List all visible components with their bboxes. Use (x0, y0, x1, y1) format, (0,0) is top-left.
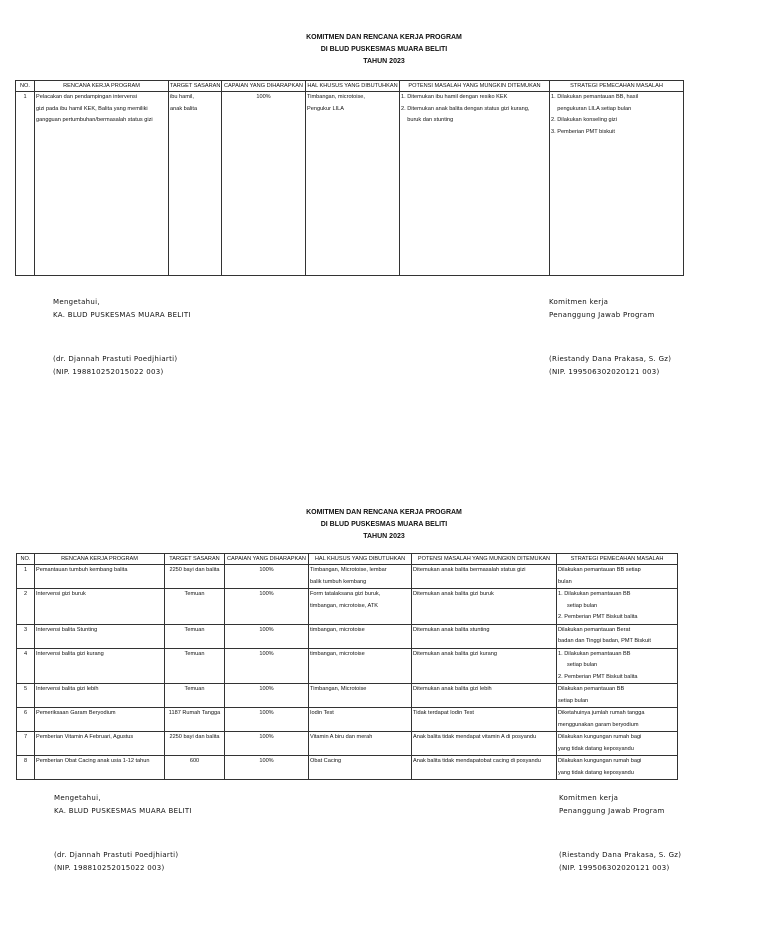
cell-potensi: Ditemukan anak balita gizi kurang (412, 648, 557, 684)
table-row (17, 648, 678, 684)
col-header-capaian: CAPAIAN YANG DIHARAPKAN (222, 81, 306, 92)
doc1-header-row (16, 81, 684, 92)
cell-line: 2. Ditemukan anak balita dengan status gizi kurang, (401, 105, 530, 112)
cell-line: Diketahuinya jumlah rumah tangga (558, 710, 645, 716)
cell-line: 1. Dilakukan pemantauan BB, hasil (551, 94, 639, 100)
col-header-target: TARGET SASARAN (169, 81, 222, 92)
sign-mengetahui: Mengetahui, (53, 298, 100, 306)
table-row (17, 732, 678, 756)
cell-program: Intervensi balita gizi lebih (35, 684, 165, 708)
cell-line: Obat Cacing (310, 758, 342, 764)
table-row (17, 684, 678, 708)
cell-strategi (550, 92, 684, 276)
cell-line: Form tatalaksana gizi buruk, (310, 591, 381, 597)
doc1-title-line3: TAHUN 2023 (363, 58, 405, 65)
cell-line: 2. Pemberian PMT Biskuit balita (558, 614, 638, 620)
cell-no: 7 (17, 732, 35, 756)
cell-program (35, 92, 169, 276)
sign-right-name: (Riestandy Dana Prakasa, S. Gz) (549, 355, 672, 363)
cell-capaian: 100% (225, 589, 309, 625)
cell-line: ibu hamil, (170, 94, 194, 100)
cell-program: Pemantauan tumbuh kembang balita (35, 565, 165, 589)
sign-ka-blud: KA. BLUD PUSKESMAS MUARA BELITI (53, 310, 191, 319)
col-header-hal: HAL KHUSUS YANG DIBUTUHKAN (309, 554, 412, 565)
col-header-hal: HAL KHUSUS YANG DIBUTUHKAN (306, 81, 400, 92)
sign-komitmen: Komitmen kerja (549, 298, 609, 306)
table-row (17, 565, 678, 589)
cell-target: Temuan (165, 684, 225, 708)
cell-hal (306, 92, 400, 276)
cell-strategi (557, 684, 678, 708)
cell-hal (309, 708, 412, 732)
col-header-strategi: STRATEGI PEMECAHAN MASALAH (550, 81, 684, 92)
cell-potensi: Anak balita tidak mendapat vitamin A di posyandu (412, 732, 557, 756)
cell-line: Dilakukan pemantauan BB setiap (558, 567, 641, 573)
doc1-title-line2: DI BLUD PUSKESMAS MUARA BELITI (320, 46, 448, 53)
cell-program: Pemberian Obat Cacing anak usia 1-12 tahun (35, 756, 165, 780)
doc1-title-line1: KOMITMEN DAN RENCANA KERJA PROGRAM (306, 34, 462, 41)
cell-line: setiap bulan (558, 697, 589, 704)
cell-line: timbangan, microtoise (310, 650, 365, 657)
doc2-title-line2: DI BLUD PUSKESMAS MUARA BELITI (320, 521, 448, 528)
cell-line: 1. Dilakukan pemantauan BB (558, 591, 631, 597)
col-header-capaian: CAPAIAN YANG DIHARAPKAN (225, 554, 309, 565)
doc2-table (16, 553, 678, 780)
cell-no: 4 (17, 648, 35, 684)
cell-line: timbangan, microtoise (310, 626, 365, 633)
cell-line: buruk dan stunting (401, 117, 454, 123)
cell-capaian: 100% (225, 732, 309, 756)
doc2-title-line1: KOMITMEN DAN RENCANA KERJA PROGRAM (306, 509, 462, 516)
cell-line: Dilakukan pemantauan Berat (558, 626, 631, 633)
cell-target: Temuan (165, 589, 225, 625)
cell-no: 1 (16, 92, 35, 276)
cell-potensi: Ditemukan anak balita stunting (412, 624, 557, 648)
cell-line: gangguan pertumbuhan/bermasalah status gizi (36, 117, 153, 123)
cell-potensi: Tidak terdapat Iodin Test (412, 708, 557, 732)
cell-no: 2 (17, 589, 35, 625)
cell-line: 1. Ditemukan ibu hamil dengan resiko KEK (401, 94, 508, 100)
col-header-strategi: STRATEGI PEMECAHAN MASALAH (557, 554, 678, 565)
cell-target: Temuan (165, 624, 225, 648)
col-header-potensi: POTENSI MASALAH YANG MUNGKIN DITEMUKAN (412, 554, 557, 565)
cell-capaian: 100% (225, 708, 309, 732)
sign-left-nip: (NIP. 198810252015022 003) (54, 863, 165, 872)
cell-line: setiap bulan (567, 662, 598, 668)
sign-penanggung-jawab: Penanggung Jawab Program (559, 806, 665, 815)
cell-program: Pemberian Vitamin A Februari, Agustus (35, 732, 165, 756)
col-header-program: RENCANA KERJA PROGRAM (35, 81, 169, 92)
cell-potensi: Ditemukan anak balita gizi lebih (412, 684, 557, 708)
cell-line: menggunakan garam beryodium (558, 721, 639, 728)
cell-line: Vitamin A biru dan merah (310, 734, 373, 740)
cell-potensi: Anak balita tidak mendapatobat cacing di posyandu (412, 756, 557, 780)
cell-hal (309, 648, 412, 684)
cell-potensi: Ditemukan anak balita bermasalah status gizi (412, 565, 557, 589)
cell-line: timbangan, microtoise, ATK (310, 602, 378, 609)
cell-no: 6 (17, 708, 35, 732)
cell-hal (309, 624, 412, 648)
sign-right-nip: (NIP. 199506302020121 003) (559, 863, 670, 872)
cell-capaian: 100% (225, 624, 309, 648)
cell-potensi (400, 92, 550, 276)
cell-capaian: 100% (225, 565, 309, 589)
doc1-sign-left-name (53, 353, 177, 378)
cell-strategi (557, 732, 678, 756)
sign-right-nip: (NIP. 199506302020121 003) (549, 367, 660, 376)
cell-strategi (557, 648, 678, 684)
cell-no: 8 (17, 756, 35, 780)
col-header-potensi: POTENSI MASALAH YANG MUNGKIN DITEMUKAN (400, 81, 550, 92)
cell-capaian: 100% (222, 92, 306, 276)
sign-ka-blud: KA. BLUD PUSKESMAS MUARA BELITI (54, 806, 192, 815)
doc1-sign-left (53, 296, 191, 321)
sign-penanggung-jawab: Penanggung Jawab Program (549, 310, 655, 319)
cell-line: Timbangan, Microtoise, lembar (310, 567, 387, 573)
cell-capaian: 100% (225, 684, 309, 708)
cell-line: pengukuran LILA setiap bulan (551, 105, 632, 112)
cell-line: Dilakukan kungungan rumah bagi (558, 734, 642, 740)
cell-line: Dilakukan pemantauan BB (558, 686, 625, 692)
doc1-sign-right (549, 296, 655, 321)
cell-capaian: 100% (225, 648, 309, 684)
cell-line: badan dan Tinggi badan, PMT Biskuit (558, 638, 651, 644)
cell-line: Timbangan, Microtoise (310, 686, 367, 692)
table-row (17, 708, 678, 732)
cell-line: bulan (558, 578, 572, 585)
cell-target: 2250 bayi dan balita (165, 732, 225, 756)
doc1-table (15, 80, 684, 276)
cell-line: yang tidak datang keposyandu (558, 745, 634, 752)
cell-target: 2250 bayi dan balita (165, 565, 225, 589)
doc2-sign-left (54, 792, 192, 817)
doc1-sign-right-name (549, 353, 671, 378)
col-header-program: RENCANA KERJA PROGRAM (35, 554, 165, 565)
cell-line: setiap bulan (567, 602, 598, 609)
sign-right-name: (Riestandy Dana Prakasa, S. Gz) (559, 851, 682, 859)
doc2-sign-right (559, 792, 665, 817)
cell-no: 1 (17, 565, 35, 589)
sign-left-name: (dr. Djannah Prastuti Poedjhiarti) (54, 851, 179, 859)
cell-strategi (557, 589, 678, 625)
doc2-header-row (17, 554, 678, 565)
cell-line: Iodin Test (310, 710, 334, 716)
cell-hal (309, 684, 412, 708)
cell-target: 600 (165, 756, 225, 780)
table-row (17, 589, 678, 625)
sign-mengetahui: Mengetahui, (54, 794, 101, 802)
doc2-sign-left-name (54, 849, 178, 874)
cell-program: Intervensi gizi buruk (35, 589, 165, 625)
col-header-no: NO. (16, 81, 35, 92)
col-header-no: NO. (17, 554, 35, 565)
cell-line: 1. Dilakukan pemantauan BB (558, 650, 631, 657)
cell-program: Intervensi balita Stunting (35, 624, 165, 648)
cell-line: 3. Pemberian PMT biskuit (551, 128, 615, 135)
table-row (16, 92, 684, 276)
cell-line: Timbangan, microtoise, (307, 94, 365, 100)
cell-target (169, 92, 222, 276)
sign-left-nip: (NIP. 198810252015022 003) (53, 367, 164, 376)
cell-line: Dilakukan kungungan rumah bagi (558, 758, 642, 764)
cell-hal (309, 589, 412, 625)
cell-no: 3 (17, 624, 35, 648)
cell-no: 5 (17, 684, 35, 708)
sign-left-name: (dr. Djannah Prastuti Poedjhiarti) (53, 355, 178, 363)
cell-hal (309, 756, 412, 780)
cell-line: 2. Dilakukan konseling gizi (551, 117, 617, 123)
cell-program: Intervensi balita gizi kurang (35, 648, 165, 684)
cell-line: Pengukur LILA (307, 105, 345, 112)
cell-line: anak balita (170, 105, 198, 112)
cell-target: Temuan (165, 648, 225, 684)
cell-line: 2. Pemberian PMT Biskuit balita (558, 673, 638, 680)
cell-hal (309, 565, 412, 589)
table-row (17, 624, 678, 648)
cell-strategi (557, 708, 678, 732)
cell-line: Pelacakan dan pendampingan intervensi (36, 94, 138, 100)
cell-strategi (557, 756, 678, 780)
doc2-sign-right-name (559, 849, 681, 874)
cell-line: balik tumbuh kembang (310, 578, 367, 585)
cell-program: Pemeriksaan Garam Beryodium (35, 708, 165, 732)
cell-hal (309, 732, 412, 756)
cell-line: yang tidak datang keposyandu (558, 769, 634, 776)
sign-komitmen: Komitmen kerja (559, 794, 619, 802)
doc2-title-line3: TAHUN 2023 (363, 533, 405, 540)
cell-target: 1187 Rumah Tangga (165, 708, 225, 732)
cell-capaian: 100% (225, 756, 309, 780)
col-header-target: TARGET SASARAN (165, 554, 225, 565)
cell-strategi (557, 565, 678, 589)
cell-potensi: Ditemukan anak balita gizi buruk (412, 589, 557, 625)
cell-line: gizi pada ibu hamil KEK, Balita yang memiliki (36, 105, 148, 112)
cell-strategi (557, 624, 678, 648)
table-row (17, 756, 678, 780)
